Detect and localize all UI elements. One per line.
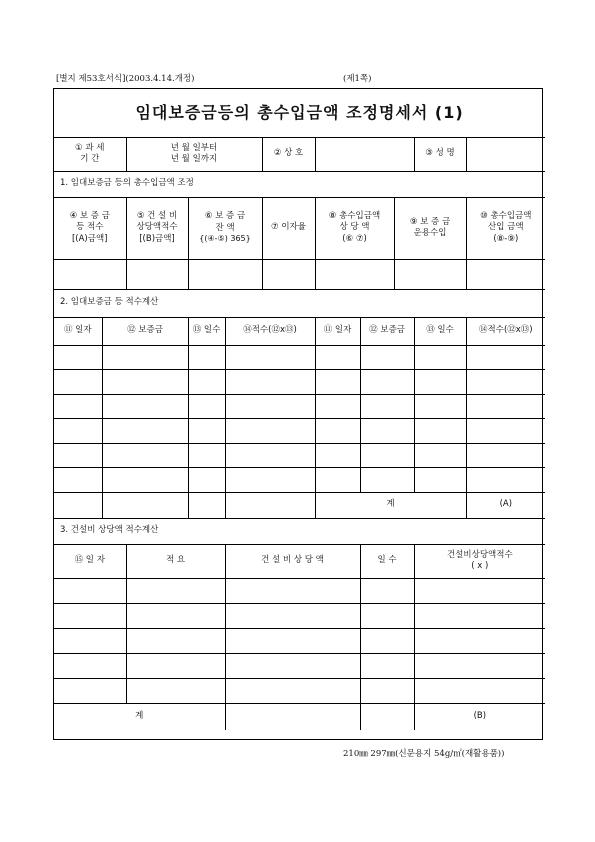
s1-col-income-equiv-header: ⑧ 총수입금액 상 당 액 (⑥ ⑦) <box>315 197 394 259</box>
s2-cell[interactable] <box>54 492 102 518</box>
s2-cell[interactable] <box>360 345 414 370</box>
s3-cell[interactable] <box>414 578 545 603</box>
s2-cell[interactable] <box>414 468 466 493</box>
s3-table-row <box>54 603 545 628</box>
s2-table-row <box>54 394 545 419</box>
s1-col-interest-header: ⑦ 이자율 <box>262 197 315 259</box>
s2-cell[interactable] <box>54 419 102 444</box>
s2-header-date: ⑪ 일자 <box>54 317 102 345</box>
s2-table-row <box>54 370 545 395</box>
s2-cell[interactable] <box>315 345 360 370</box>
s3-cell[interactable] <box>126 653 225 678</box>
s1-data-row <box>54 259 545 289</box>
s1-col-operating-income-header: ⑨ 보 증 금 운용수입 <box>394 197 466 259</box>
s2-cell[interactable] <box>54 443 102 468</box>
s2-cell[interactable] <box>188 345 225 370</box>
s2-cell[interactable] <box>414 419 466 444</box>
s3-cell[interactable] <box>126 628 225 653</box>
page-title: 임대보증금등의 총수입금액 조정명세서 (1) <box>135 102 464 122</box>
s3-cell[interactable] <box>414 678 545 703</box>
s2-cell[interactable] <box>188 468 225 493</box>
s2-cell[interactable] <box>225 419 315 444</box>
company-field[interactable] <box>315 137 414 171</box>
s2-cell[interactable] <box>315 468 360 493</box>
s3-cell[interactable] <box>225 678 360 703</box>
s3-cell[interactable] <box>126 678 225 703</box>
s3-cell[interactable] <box>54 578 126 603</box>
s2-cell[interactable] <box>188 419 225 444</box>
s2-cell[interactable] <box>315 443 360 468</box>
s2-cell[interactable] <box>225 370 315 395</box>
name-field[interactable] <box>466 137 545 171</box>
s3-cell[interactable] <box>360 678 414 703</box>
s3-header-date: ⑮ 일 자 <box>54 544 126 578</box>
s3-table-row <box>54 578 545 603</box>
s3-cell[interactable] <box>225 653 360 678</box>
s3-cell[interactable] <box>225 603 360 628</box>
s3-cell[interactable] <box>54 678 126 703</box>
s2-total-row <box>54 492 545 518</box>
s2-cell[interactable] <box>188 370 225 395</box>
s2-cell[interactable] <box>54 345 102 370</box>
s2-cell[interactable] <box>414 370 466 395</box>
s2-cell[interactable] <box>466 394 545 419</box>
s2-cell[interactable] <box>188 443 225 468</box>
s1-col-included-amount-header: ⑩ 총수입금액 산입 금액 (⑧-⑨) <box>466 197 545 259</box>
s2-cell[interactable] <box>102 345 188 370</box>
s3-table-row <box>54 678 545 703</box>
s2-cell[interactable] <box>360 443 414 468</box>
s2-header-deposit: ⑫ 보증금 <box>360 317 414 345</box>
s3-header-construction: 건 설 비 상 당 액 <box>225 544 360 578</box>
s3-cell[interactable] <box>360 653 414 678</box>
s3-cell[interactable] <box>225 578 360 603</box>
s2-total-mark: (A) <box>466 492 545 518</box>
s2-cell[interactable] <box>225 345 315 370</box>
s3-cell[interactable] <box>54 653 126 678</box>
s2-cell[interactable] <box>188 492 225 518</box>
s2-cell[interactable] <box>414 443 466 468</box>
s3-header-product: 건설비상당액적수 ( x ) <box>414 544 545 578</box>
s1-cell[interactable] <box>394 259 466 289</box>
s2-header-product: ⑭적수(⑫x⑬) <box>466 317 545 345</box>
s2-cell[interactable] <box>225 492 315 518</box>
s2-cell[interactable] <box>102 370 188 395</box>
s2-cell[interactable] <box>414 345 466 370</box>
s1-col-balance-header: ⑥ 보 증 금 잔 액 {(④-⑤) 365} <box>188 197 262 259</box>
s2-cell[interactable] <box>466 345 545 370</box>
s1-cell[interactable] <box>466 259 545 289</box>
s2-cell[interactable] <box>225 468 315 493</box>
s2-cell[interactable] <box>466 443 545 468</box>
s3-cell[interactable] <box>126 578 225 603</box>
s2-cell[interactable] <box>102 492 188 518</box>
s2-cell[interactable] <box>466 370 545 395</box>
form-table <box>54 89 545 730</box>
paper-spec-footer: 210㎜ 297㎜(신문용지 54g/㎡(재활용품)) <box>343 749 505 759</box>
s2-cell[interactable] <box>102 394 188 419</box>
s3-table-row <box>54 653 545 678</box>
form-number: [별지 제53호서식](2003.4.14.개정) <box>56 74 195 84</box>
s3-total-label: 계 <box>54 703 225 730</box>
s2-cell[interactable] <box>360 370 414 395</box>
s3-header-days: 일 수 <box>360 544 414 578</box>
s1-col-deposit-header: ④ 보 증 금 등 적수 [(A)금액] <box>54 197 126 259</box>
s3-cell[interactable] <box>225 703 360 730</box>
s2-cell[interactable] <box>315 419 360 444</box>
s2-cell[interactable] <box>102 419 188 444</box>
s3-cell[interactable] <box>126 603 225 628</box>
s2-table-row <box>54 345 545 370</box>
s2-cell[interactable] <box>54 468 102 493</box>
company-label: ② 상 호 <box>262 137 315 171</box>
s3-table-row <box>54 628 545 653</box>
s2-cell[interactable] <box>414 394 466 419</box>
s2-cell[interactable] <box>102 468 188 493</box>
s2-table-row <box>54 419 545 444</box>
s1-cell[interactable] <box>54 259 126 289</box>
tax-period-field[interactable]: 년 월 일부터 년 월 일까지 <box>126 137 262 171</box>
tax-period-label: ① 과 세 기 간 <box>54 137 126 171</box>
s2-cell[interactable] <box>360 394 414 419</box>
s2-cell[interactable] <box>102 443 188 468</box>
s2-header-deposit: ⑫ 보증금 <box>102 317 188 345</box>
s2-cell[interactable] <box>360 468 414 493</box>
form-frame <box>53 88 543 740</box>
s2-table-row <box>54 443 545 468</box>
name-label: ③ 성 명 <box>414 137 466 171</box>
s2-cell[interactable] <box>225 394 315 419</box>
s2-header-days: ⑬ 일수 <box>414 317 466 345</box>
s1-cell[interactable] <box>315 259 394 289</box>
title-cell <box>54 89 545 137</box>
s3-cell[interactable] <box>414 653 545 678</box>
s2-header-row <box>54 317 545 345</box>
s2-cell[interactable] <box>54 394 102 419</box>
s3-cell[interactable] <box>360 703 414 730</box>
s2-table-row <box>54 468 545 493</box>
s2-header-days: ⑬ 일수 <box>188 317 225 345</box>
s2-cell[interactable] <box>188 394 225 419</box>
section1-title: 1. 임대보증금 등의 총수입금액 조정 <box>54 171 545 197</box>
s2-header-product: ⑭적수(⑫x⑬) <box>225 317 315 345</box>
s2-cell[interactable] <box>315 370 360 395</box>
s3-header-summary: 적 요 <box>126 544 225 578</box>
s3-total-row <box>54 703 545 730</box>
section3-title: 3. 건설비 상당액 적수계산 <box>54 518 545 544</box>
s3-cell[interactable] <box>414 603 545 628</box>
s2-total-label: 계 <box>315 492 466 518</box>
s1-col-construction-header: ⑤ 건 설 비 상당액적수 [(B)금액] <box>126 197 188 259</box>
s3-cell[interactable] <box>54 628 126 653</box>
s3-cell[interactable] <box>54 603 126 628</box>
s1-cell[interactable] <box>126 259 188 289</box>
s3-cell[interactable] <box>360 578 414 603</box>
s2-cell[interactable] <box>466 468 545 493</box>
s3-total-mark: (B) <box>414 703 545 730</box>
s1-cell[interactable] <box>262 259 315 289</box>
s2-cell[interactable] <box>54 370 102 395</box>
s3-cell[interactable] <box>360 628 414 653</box>
section2-title: 2. 임대보증금 등 적수계산 <box>54 289 545 317</box>
s3-cell[interactable] <box>360 603 414 628</box>
s2-cell[interactable] <box>315 394 360 419</box>
page-number: (제1쪽) <box>343 74 372 84</box>
s3-header-row <box>54 544 545 578</box>
s2-header-date: ⑪ 일자 <box>315 317 360 345</box>
s3-cell[interactable] <box>225 628 360 653</box>
s2-cell[interactable] <box>466 419 545 444</box>
s2-cell[interactable] <box>360 419 414 444</box>
s3-cell[interactable] <box>414 628 545 653</box>
s2-cell[interactable] <box>225 443 315 468</box>
s1-cell[interactable] <box>188 259 262 289</box>
